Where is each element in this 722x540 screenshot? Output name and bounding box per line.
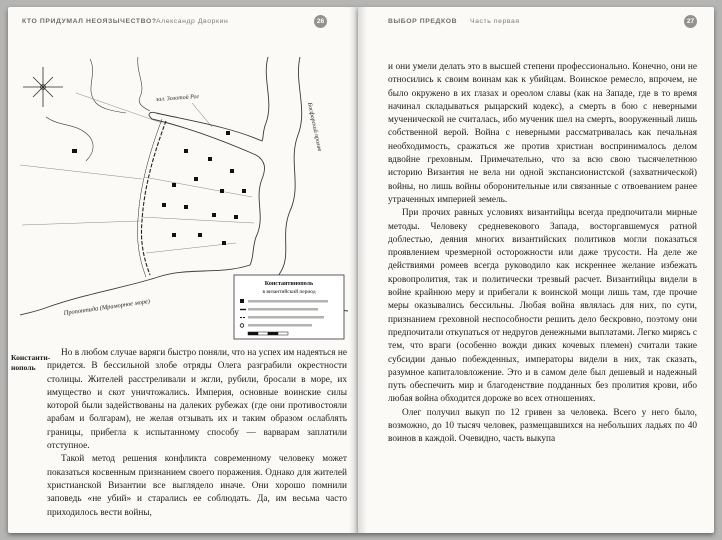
paragraph: и они умели делать это в высшей степени профессионально. Конечно, они не относились к своим воинам как к убийцам. Воинское ремесло, впрочем, не было окружено в их глазах и ореолом славы (как на Западе, где в то время начинал складываться рыцарский кодекс), а смерть в бою с неверными мученической не считалась, ибо мученик шел на смерть, вооруженный лишь собственной верой. Война с неверными рассматривалась как печальная необходимость, сражаться же против христиан воспринималось делом вдвойне греховным. Примечательно, что за всю свою тысячелетнюю историю Византия не вела ни одной экспансионистской (захватнической) войны, но лишь войны оборонительные или связанные с отвоеванием ранее утраченных империей земель. (388, 62, 697, 205)
paragraph: Но в любом случае варяги быстро поняли, что на успех им надеяться не придется. В бессильной злобе отряды Олега разграбили окрестности столицы. Жителей расстреливали и жгли, рубили, бросали в море, их имущество и скот уничтожались. Империя, основные воинские силы которой были задействованы на далеких рубежах (где они противостояли арабам и болгарам), не желая отзывать их и таким образом ослаблять границы, прибегла к испытанному способу — варварам заплатили отступное. (47, 348, 347, 452)
margin-caption (11, 353, 51, 372)
margin-caption-line2: нополь (11, 362, 36, 372)
map-legend (234, 275, 344, 339)
legend-title-line2: в византийский период (262, 289, 316, 295)
left-page-text (47, 347, 347, 520)
constantinople-map-figure (16, 57, 350, 349)
label-leader-line (192, 103, 212, 127)
propontis-label: Пропонтида (Мраморное море) (63, 297, 151, 317)
paragraph: При прочих равных условиях византийцы всегда предпочитали мирные методы. Человеку средневекового Запада, восторгавшемуся ратной доблестью, деяния многих византийских политиков могли показаться проявлением чрезмерной осторожности или даже трусости. На деле же действиями ромеев всегда руководило как искреннее желание избежать кровопролития, так и политически трезвый расчет. Византийцы видели в войне крайнюю меру и прибегали к воинской мощи лишь там, где прочие меры оказывались бессильны. Любая война являлась для них, по сути, признанием греховной неспособности решить дело бескровно, поэтому они предпочитали откупаться от недругов денежными выплатами. Легко мирясь с тем, что враги (особенно вожди диких кочевых племен) считали такие субсидии данью побежденных, императоры видели в них, так сказать, разумное капиталовложение. Это и в самом деле был дешевый и надежный путь обеспечить мир и благоденствие подданных без пролития крови, ибо любая война обходится дороже во всех отношениях. (388, 208, 697, 405)
paragraph: Такой метод решения конфликта современному человеку может показаться косвенным признанием своего поражения. Однако для жителей христианской Византии все выглядело иначе. Они хорошо помнили заповедь «не убий» и старались ее соблюдать. Да, им весьма часто приходилось вести войны, (47, 454, 347, 518)
page-number-badge: 27 (684, 15, 697, 28)
page-left (8, 7, 358, 533)
landmark-markers (72, 131, 246, 245)
right-page-text (388, 61, 697, 447)
legend-scale-bar (248, 332, 288, 335)
running-head-title: КТО ПРИДУМАЛ НЕОЯЗЫЧЕСТВО? (22, 18, 157, 25)
city-walls (137, 119, 166, 277)
golden-horn-label: зал. Золотой Рог (155, 94, 200, 103)
running-head-part: Часть первая (470, 18, 520, 25)
margin-caption-line1: Константи- (11, 353, 51, 362)
page-right (358, 7, 714, 533)
paragraph: Олег получил выкуп по 12 гривен за человека. Всего у него было, возможно, до 10 тысяч человек, размещавшихся на небольших ладьях по 40 воинов в каждой. Очевидно, часть выкупа (388, 407, 697, 445)
running-head-title: ВЫБОР ПРЕДКОВ (388, 18, 458, 25)
map-roads (20, 93, 254, 253)
bosphorus-label: Босфорский пролив (306, 102, 323, 152)
page-number-badge: 26 (314, 15, 327, 28)
legend-title-line1: Константинополь (264, 281, 314, 287)
compass-rose-icon (23, 67, 63, 107)
running-head-author: Александр Дворкин (156, 18, 229, 25)
